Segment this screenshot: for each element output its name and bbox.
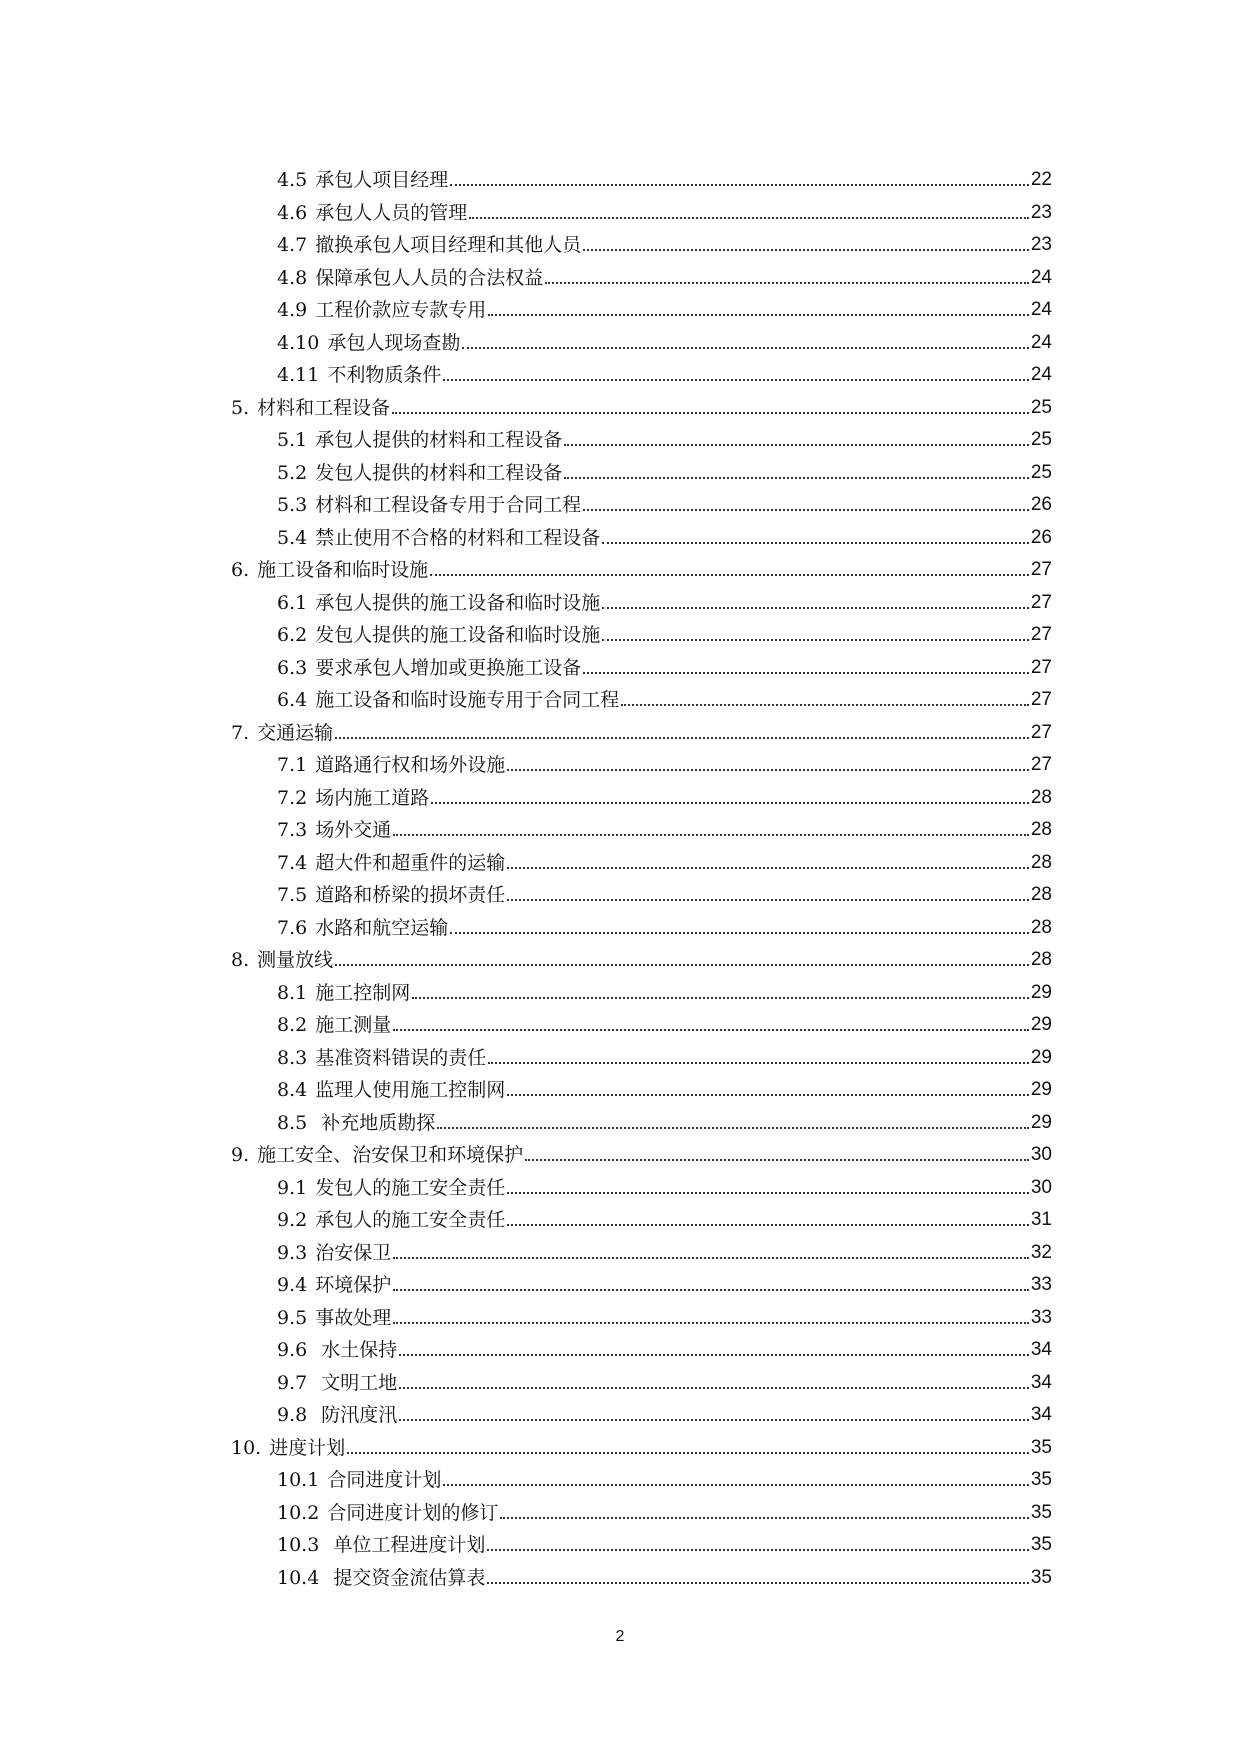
toc-section-entry[interactable]	[277, 1330, 1052, 1362]
dot-leader	[392, 412, 1029, 414]
toc-chapter-entry[interactable]	[231, 940, 1052, 972]
dot-leader	[507, 1192, 1029, 1194]
toc-entry-page: 23	[1030, 201, 1052, 223]
toc-entry-page: 28	[1030, 851, 1052, 873]
toc-section-entry[interactable]	[277, 193, 1052, 225]
toc-entry-title: 承包人现场查勘	[327, 331, 461, 354]
toc-section-entry[interactable]	[277, 973, 1052, 1005]
toc-entry-number: 8.4	[277, 1079, 308, 1101]
dot-leader	[507, 1094, 1029, 1096]
toc-section-entry[interactable]	[277, 1200, 1052, 1232]
toc-section-entry[interactable]	[277, 1298, 1052, 1330]
toc-entry-page: 25	[1030, 396, 1052, 418]
dot-leader	[507, 867, 1029, 869]
toc-entry-title: 环境保护	[315, 1274, 392, 1296]
toc-entry-title: 事故处理	[315, 1306, 392, 1329]
toc-entry-number: 9.8	[277, 1404, 308, 1426]
toc-entry-title: 道路和桥梁的损坏责任	[315, 884, 506, 906]
toc-entry-page: 35	[1030, 1534, 1052, 1555]
toc-entry-page: 28	[1030, 949, 1052, 970]
toc-entry-title: 禁止使用不合格的材料和工程设备	[315, 526, 601, 549]
toc-section-entry[interactable]	[277, 1265, 1052, 1297]
toc-entry-title: 施工设备和临时设施	[257, 559, 429, 581]
dot-leader	[583, 672, 1029, 674]
toc-entry-number: 8.3	[277, 1046, 308, 1069]
toc-entry-title: 承包人的施工安全责任	[315, 1209, 506, 1231]
toc-entry-title: 防汛度汛	[315, 1404, 398, 1426]
toc-section-entry[interactable]	[277, 518, 1052, 550]
toc-entry-number: 6.3	[277, 656, 308, 679]
toc-entry-page: 28	[1030, 786, 1052, 808]
dot-leader	[437, 1127, 1029, 1129]
toc-section-entry[interactable]	[277, 1005, 1052, 1037]
dot-leader	[500, 1517, 1029, 1519]
toc-entry-page: 35	[1030, 1501, 1052, 1523]
toc-entry-page: 27	[1030, 689, 1052, 710]
dot-leader	[335, 737, 1029, 739]
toc-section-entry[interactable]	[277, 745, 1052, 777]
toc-section-entry[interactable]	[277, 1070, 1052, 1102]
toc-entry-page: 34	[1030, 1404, 1052, 1425]
toc-entry-page: 33	[1030, 1274, 1052, 1295]
dot-leader	[525, 1159, 1029, 1161]
toc-section-entry[interactable]	[277, 1038, 1052, 1070]
toc-entry-page: 30	[1030, 1176, 1052, 1198]
toc-entry-title: 施工设备和临时设施专用于合同工程	[315, 689, 620, 711]
toc-chapter-entry[interactable]	[231, 713, 1052, 745]
dot-leader	[602, 607, 1029, 609]
toc-chapter-entry[interactable]	[231, 1428, 1052, 1460]
dot-leader	[393, 1289, 1029, 1291]
dot-leader	[335, 964, 1029, 966]
toc-entry-title: 承包人提供的材料和工程设备	[315, 429, 563, 451]
toc-entry-title: 文明工地	[315, 1371, 398, 1394]
toc-entry-page: 31	[1030, 1209, 1052, 1230]
toc-entry-title: 要求承包人增加或更换施工设备	[315, 656, 582, 679]
toc-entry-title: 发包人提供的施工设备和临时设施	[315, 624, 601, 646]
toc-entry-title: 承包人提供的施工设备和临时设施	[315, 591, 601, 614]
toc-entry-page: 28	[1030, 916, 1052, 938]
toc-entry-title: 承包人人员的管理	[315, 201, 468, 224]
dot-leader	[443, 1484, 1029, 1486]
toc-entry-page: 22	[1030, 169, 1052, 190]
toc-section-entry[interactable]	[277, 1168, 1052, 1200]
dot-leader	[545, 282, 1029, 284]
toc-section-entry[interactable]	[277, 810, 1052, 842]
toc-entry-title: 承包人项目经理	[315, 169, 449, 191]
toc-entry-title: 场外交通	[315, 819, 392, 841]
toc-entry-title: 交通运输	[257, 721, 334, 744]
toc-entry-page: 34	[1030, 1371, 1052, 1393]
dot-leader	[443, 379, 1029, 381]
page-number: 2	[615, 1628, 625, 1645]
toc-entry-title: 补充地质勘探	[315, 1111, 436, 1134]
toc-entry-number: 5.1	[277, 429, 308, 451]
toc-entry-page: 35	[1030, 1469, 1052, 1490]
toc-section-entry[interactable]	[277, 160, 1052, 192]
toc-section-entry[interactable]	[277, 1395, 1052, 1427]
toc-entry-title: 基准资料错误的责任	[315, 1046, 487, 1069]
toc-entry-number: 4.9	[277, 299, 308, 321]
toc-entry-number: 10.	[231, 1436, 262, 1459]
toc-entry-page: 24	[1030, 364, 1052, 385]
toc-entry-title: 水土保持	[315, 1339, 398, 1361]
dot-leader	[393, 1257, 1029, 1259]
dot-leader	[399, 1419, 1029, 1421]
dot-leader	[450, 932, 1029, 934]
dot-leader	[564, 444, 1029, 446]
toc-entry-number: 7.4	[277, 851, 308, 874]
toc-entry-number: 5.4	[277, 526, 308, 549]
dot-leader	[393, 1322, 1029, 1324]
dot-leader	[487, 1582, 1029, 1584]
toc-entry-page: 24	[1030, 331, 1052, 353]
toc-entry-title: 施工控制网	[315, 981, 411, 1004]
toc-entry-title: 工程价款应专款专用	[315, 299, 487, 321]
toc-entry-number: 4.11	[277, 364, 320, 386]
dot-leader	[462, 347, 1029, 349]
toc-entry-title: 保障承包人人员的合法权益	[315, 266, 544, 289]
dot-leader	[507, 1224, 1029, 1226]
dot-leader	[602, 639, 1029, 641]
dot-leader	[347, 1452, 1029, 1454]
toc-entry-title: 进度计划	[269, 1436, 346, 1459]
toc-entry-number: 4.7	[277, 234, 308, 256]
toc-entry-title: 治安保卫	[315, 1241, 392, 1264]
toc-entry-title: 单位工程进度计划	[327, 1534, 486, 1556]
toc-section-entry[interactable]	[277, 1558, 1052, 1590]
toc-entry-number: 10.2	[277, 1501, 320, 1524]
toc-entry-title: 发包人提供的材料和工程设备	[315, 461, 563, 484]
toc-entry-number: 9.5	[277, 1306, 308, 1329]
toc-entry-page: 29	[1030, 1079, 1052, 1100]
toc-entry-page: 35	[1030, 1566, 1052, 1588]
toc-entry-number: 8.5	[277, 1111, 308, 1134]
toc-entry-title: 测量放线	[257, 949, 334, 971]
toc-entry-number: 5.	[231, 396, 250, 419]
toc-entry-number: 10.1	[277, 1469, 320, 1491]
toc-entry-number: 9.	[231, 1144, 250, 1166]
dot-leader	[507, 769, 1029, 771]
toc-entry-page: 32	[1030, 1241, 1052, 1263]
toc-entry-title: 场内施工道路	[315, 786, 430, 809]
dot-leader	[583, 249, 1029, 251]
toc-section-entry[interactable]	[277, 583, 1052, 615]
toc-section-entry[interactable]	[277, 1493, 1052, 1525]
dot-leader	[399, 1387, 1029, 1389]
toc-section-entry[interactable]	[277, 1233, 1052, 1265]
toc-entry-number: 4.5	[277, 169, 308, 191]
toc-entry-page: 27	[1030, 591, 1052, 613]
dot-leader	[430, 574, 1029, 576]
toc-entry-title: 道路通行权和场外设施	[315, 754, 506, 776]
toc-entry-page: 29	[1030, 1111, 1052, 1133]
toc-entry-title: 提交资金流估算表	[327, 1566, 486, 1589]
toc-entry-number: 10.3	[277, 1534, 320, 1556]
toc-entry-page: 29	[1030, 1046, 1052, 1068]
toc-section-entry[interactable]	[277, 778, 1052, 810]
dot-leader	[583, 509, 1029, 511]
toc-entry-number: 4.8	[277, 266, 308, 289]
toc-section-entry[interactable]	[277, 875, 1052, 907]
toc-entry-page: 30	[1030, 1144, 1052, 1165]
toc-entry-number: 9.2	[277, 1209, 308, 1231]
toc-entry-title: 不利物质条件	[327, 364, 442, 386]
toc-entry-number: 7.6	[277, 916, 308, 939]
toc-entry-number: 5.3	[277, 494, 308, 516]
toc-section-entry[interactable]	[277, 615, 1052, 647]
toc-entry-page: 26	[1030, 526, 1052, 548]
toc-section-entry[interactable]	[277, 453, 1052, 485]
toc-entry-page: 33	[1030, 1306, 1052, 1328]
toc-entry-number: 7.2	[277, 786, 308, 809]
toc-entry-page: 23	[1030, 234, 1052, 255]
toc-entry-page: 29	[1030, 1014, 1052, 1035]
dot-leader	[393, 1029, 1029, 1031]
dot-leader	[469, 217, 1029, 219]
toc-section-entry[interactable]	[277, 1103, 1052, 1135]
toc-entry-page: 27	[1030, 559, 1052, 580]
toc-entry-number: 10.4	[277, 1566, 320, 1589]
toc-section-entry[interactable]	[277, 1525, 1052, 1557]
toc-entry-title: 施工测量	[315, 1014, 392, 1036]
toc-entry-number: 9.1	[277, 1176, 308, 1199]
toc-entry-page: 29	[1030, 981, 1052, 1003]
toc-entry-number: 9.6	[277, 1339, 308, 1361]
toc-entry-page: 27	[1030, 656, 1052, 678]
dot-leader	[488, 1062, 1029, 1064]
toc-entry-page: 25	[1030, 461, 1052, 483]
dot-leader	[450, 184, 1029, 186]
toc-entry-number: 9.3	[277, 1241, 308, 1264]
toc-entry-number: 6.2	[277, 624, 308, 646]
dot-leader	[564, 477, 1029, 479]
toc-entry-title: 水路和航空运输	[315, 916, 449, 939]
toc-entry-page: 27	[1030, 721, 1052, 743]
toc-section-entry[interactable]	[277, 323, 1052, 355]
toc-section-entry[interactable]	[277, 485, 1052, 517]
toc-entry-number: 9.7	[277, 1371, 308, 1394]
dot-leader	[488, 314, 1029, 316]
toc-section-entry[interactable]	[277, 648, 1052, 680]
toc-entry-title: 超大件和超重件的运输	[315, 851, 506, 874]
dot-leader	[602, 542, 1029, 544]
toc-chapter-entry[interactable]	[231, 388, 1052, 420]
toc-entry-page: 24	[1030, 299, 1052, 320]
toc-section-entry[interactable]	[277, 843, 1052, 875]
toc-entry-number: 8.1	[277, 981, 308, 1004]
toc-entry-number: 7.5	[277, 884, 308, 906]
toc-entry-page: 27	[1030, 754, 1052, 775]
toc-entry-page: 34	[1030, 1339, 1052, 1360]
toc-entry-number: 9.4	[277, 1274, 308, 1296]
toc-entry-title: 撤换承包人项目经理和其他人员	[315, 234, 582, 256]
dot-leader	[399, 1354, 1029, 1356]
dot-leader	[393, 834, 1029, 836]
toc-entry-page: 24	[1030, 266, 1052, 288]
toc-entry-number: 5.2	[277, 461, 308, 484]
toc-entry-number: 6.	[231, 559, 250, 581]
dot-leader	[431, 802, 1029, 804]
toc-section-entry[interactable]	[277, 1460, 1052, 1492]
toc-entry-number: 7.3	[277, 819, 308, 841]
toc-entry-page: 28	[1030, 884, 1052, 905]
toc-entry-number: 8.	[231, 949, 250, 971]
toc-entry-number: 6.4	[277, 689, 308, 711]
toc-entry-page: 35	[1030, 1436, 1052, 1458]
toc-entry-title: 施工安全、治安保卫和环境保护	[257, 1144, 524, 1166]
toc-entry-title: 材料和工程设备专用于合同工程	[315, 494, 582, 516]
toc-chapter-entry[interactable]	[231, 1135, 1052, 1167]
toc-section-entry[interactable]	[277, 1363, 1052, 1395]
toc-entry-number: 7.	[231, 721, 250, 744]
toc-section-entry[interactable]	[277, 258, 1052, 290]
toc-entry-page: 28	[1030, 819, 1052, 840]
toc-section-entry[interactable]	[277, 355, 1052, 387]
toc-entry-title: 合同进度计划的修订	[327, 1501, 499, 1524]
dot-leader	[621, 704, 1029, 706]
toc-entry-title: 材料和工程设备	[257, 396, 391, 419]
toc-entry-number: 6.1	[277, 591, 308, 614]
toc-entry-title: 发包人的施工安全责任	[315, 1176, 506, 1199]
toc-entry-page: 25	[1030, 429, 1052, 450]
toc-entry-title: 合同进度计划	[327, 1469, 442, 1491]
toc-section-entry[interactable]	[277, 908, 1052, 940]
toc-entry-number: 7.1	[277, 754, 308, 776]
toc-entry-title: 监理人使用施工控制网	[315, 1079, 506, 1101]
toc-section-entry[interactable]	[277, 290, 1052, 322]
toc-section-entry[interactable]	[277, 420, 1052, 452]
toc-section-entry[interactable]	[277, 225, 1052, 257]
dot-leader	[507, 899, 1029, 901]
toc-entry-number: 8.2	[277, 1014, 308, 1036]
dot-leader	[487, 1549, 1029, 1551]
toc-chapter-entry[interactable]	[231, 550, 1052, 582]
toc-entry-number: 4.10	[277, 331, 320, 354]
toc-entry-number: 4.6	[277, 201, 308, 224]
toc-entry-page: 27	[1030, 624, 1052, 645]
toc-entry-page: 26	[1030, 494, 1052, 515]
dot-leader	[412, 997, 1029, 999]
toc-section-entry[interactable]	[277, 680, 1052, 712]
